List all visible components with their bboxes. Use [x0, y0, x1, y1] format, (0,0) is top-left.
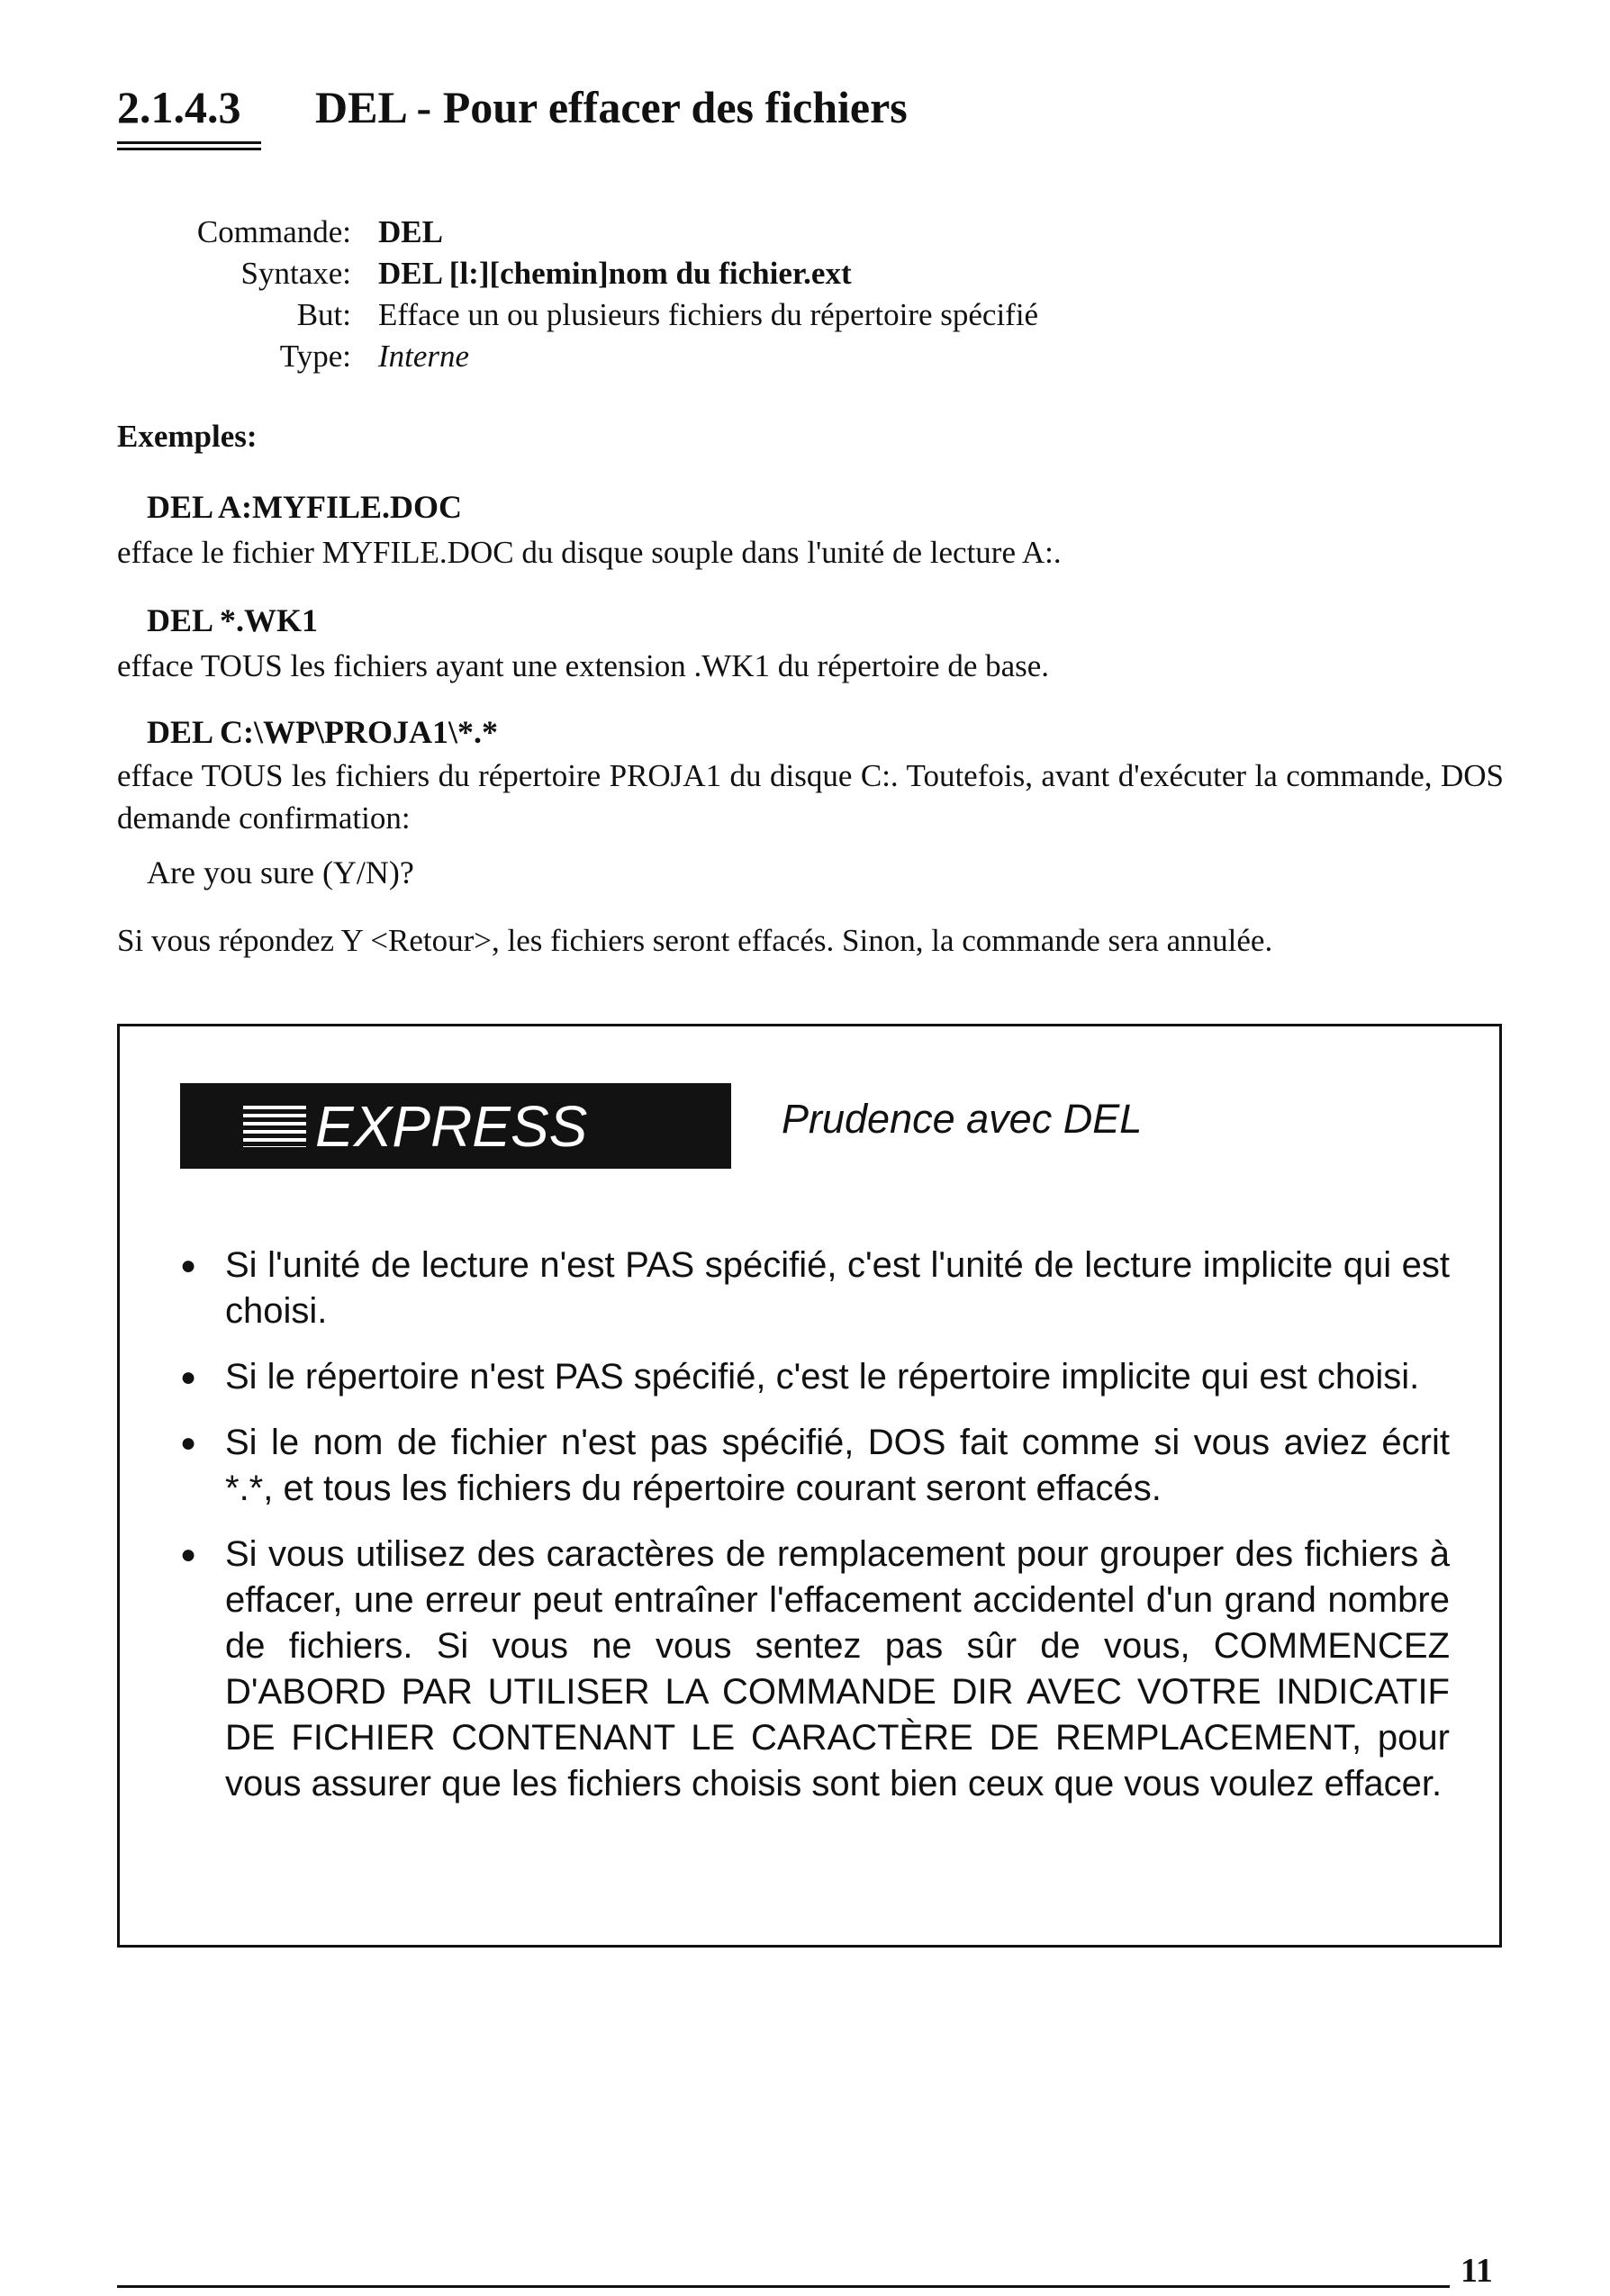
example-command: DEL *.WK1 — [147, 602, 319, 638]
example-description: efface TOUS les fichiers du répertoire PROJA1 du disque C:. Toutefois, avant d'exécuter la commande, DOS demande confirmation: — [117, 758, 1504, 836]
meta-row-but — [135, 294, 1038, 336]
example-description: efface le fichier MYFILE.DOC du disque souple dans l'unité de lecture A:. — [117, 535, 1062, 570]
lines-icon — [243, 1106, 306, 1147]
heading-underline-second — [117, 148, 261, 150]
meta-row-type — [135, 336, 1038, 377]
section-title: DEL - Pour effacer des fichiers — [315, 82, 908, 132]
express-banner — [180, 1083, 731, 1169]
footer-rule — [117, 2285, 1450, 2288]
meta-value: Efface un ou plusieurs fichiers du répertoire spécifié — [378, 297, 1039, 332]
section-heading — [117, 81, 908, 133]
list-item — [180, 1354, 1450, 1400]
bullet-icon: ● — [180, 1251, 197, 1280]
list-item — [180, 1243, 1450, 1334]
meta-row-syntaxe — [135, 253, 1038, 294]
meta-value: Interne — [378, 339, 470, 374]
express-banner-label: EXPRESS — [315, 1093, 588, 1159]
example-command: DEL A:MYFILE.DOC — [147, 489, 463, 525]
confirmation-note: Si vous répondez Y <Retour>, les fichiers seront effacés. Sinon, la commande sera annulée. — [117, 923, 1273, 958]
page-number: 11 — [1461, 2252, 1493, 2290]
meta-value: DEL — [378, 214, 443, 249]
bullet-text: Si l'unité de lecture n'est PAS spécifié, c'est l'unité de lecture implicite qui est choisi. — [225, 1245, 1450, 1331]
meta-key: Syntaxe: — [240, 256, 351, 291]
meta-row-commande — [135, 212, 1038, 253]
bullet-text: Si le nom de fichier n'est pas spécifié, DOS fait comme si vous aviez écrit *.*, et tous les fichiers du répertoire courant seront effacés. — [225, 1423, 1450, 1508]
express-bullet-list — [180, 1243, 1450, 1827]
bullet-text: Si vous utilisez des caractères de remplacement pour grouper des fichiers à effacer, une erreur peut entraîner l'effacement accidentel d'un grand nombre de fichiers. Si vous ne vous sentez pas sûr de vous, COMMENCEZ D'ABORD PAR UTILISER LA COMMANDE DIR AVEC VOTRE INDICATIF DE FICHIER CONTENANT LE CARACTÈRE DE REMPLACEMENT, pour vous assurer que les fichiers choisis sont bien ceux que vous voulez effacer. — [225, 1534, 1450, 1803]
meta-key: Type: — [279, 339, 351, 374]
section-number: 2.1.4.3 — [117, 82, 241, 132]
bullet-icon: ● — [180, 1362, 197, 1392]
heading-underline — [117, 141, 261, 144]
meta-value: DEL [l:][chemin]nom du fichier.ext — [378, 256, 852, 291]
list-item — [180, 1532, 1450, 1807]
bullet-icon: ● — [180, 1540, 197, 1569]
list-item — [180, 1420, 1450, 1512]
meta-key: Commande: — [196, 214, 351, 249]
command-info — [135, 212, 1038, 377]
example-command: DEL C:\WP\PROJA1\*.* — [147, 714, 499, 750]
express-title: Prudence avec DEL — [782, 1096, 1143, 1142]
meta-key: But: — [296, 297, 351, 332]
examples-label: Exemples: — [117, 419, 258, 454]
confirmation-prompt: Are you sure (Y/N)? — [147, 854, 414, 890]
bullet-icon: ● — [180, 1428, 197, 1458]
example-description: efface TOUS les fichiers ayant une extension .WK1 du répertoire de base. — [117, 648, 1050, 683]
bullet-text: Si le répertoire n'est PAS spécifié, c'est le répertoire implicite qui est choisi. — [225, 1357, 1420, 1397]
